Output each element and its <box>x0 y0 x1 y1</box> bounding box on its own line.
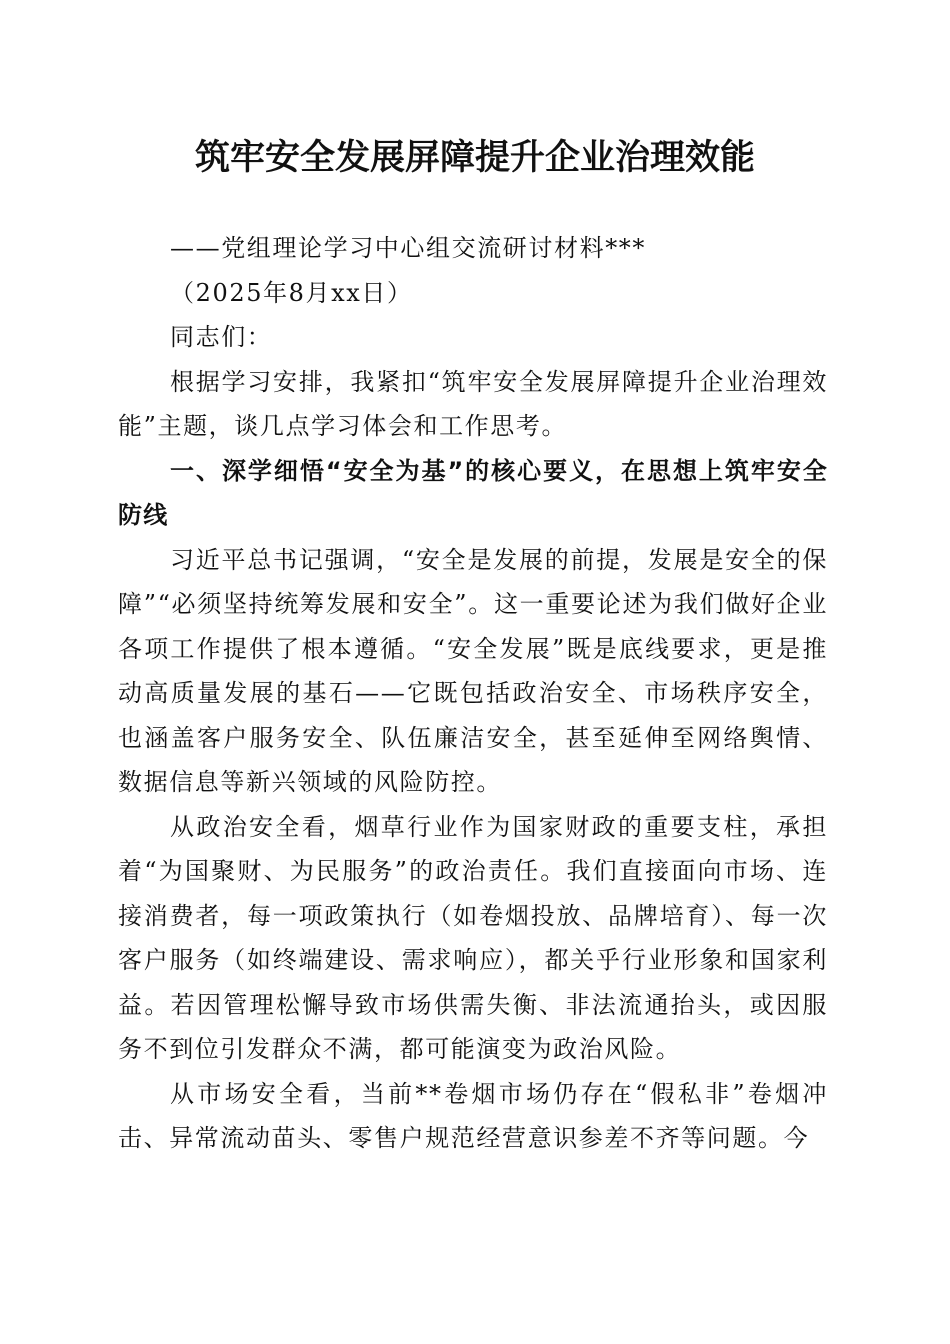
body-paragraph: 从市场安全看，当前**卷烟市场仍存在“假私非”卷烟冲击、异常流动苗头、零售户规范经营意识参差不齐等问题。今 <box>118 1079 828 1152</box>
document-body <box>118 226 828 1161</box>
salutation: 同志们： <box>170 323 273 351</box>
document-title: 筑牢安全发展屏障提升企业治理效能 <box>194 137 755 178</box>
date-line: （2025年8月xx日） <box>170 278 413 307</box>
intro-paragraph: 根据学习安排，我紧扣“筑牢安全发展屏障提升企业治理效能”主题，谈几点学习体会和工作思考。 <box>118 367 828 440</box>
section-heading: 一、深学细悟“安全为基”的核心要义，在思想上筑牢安全防线 <box>118 456 828 529</box>
body-paragraph: 习近平总书记强调，“安全是发展的前提，发展是安全的保障”“必须坚持统筹发展和安全”。这一重要论述为我们做好企业各项工作提供了根本遵循。“安全发展”既是底线要求，更是推动高质量发展的基石——它既包括政治安全、市场秩序安全，也涵盖客户服务安全、队伍廉洁安全，甚至延伸至网络舆情、数据信息等新兴领域的风险防控。 <box>118 545 828 796</box>
subtitle: ——党组理论学习中心组交流研讨材料*** <box>170 234 646 262</box>
body-paragraph: 从政治安全看，烟草行业作为国家财政的重要支柱，承担着“为国聚财、为民服务”的政治责任。我们直接面向市场、连接消费者，每一项政策执行（如卷烟投放、品牌培育）、每一次客户服务（如终端建设、需求响应），都关乎行业形象和国家利益。若因管理松懈导致市场供需失衡、非法流通抬头，或因服务不到位引发群众不满，都可能演变为政治风险。 <box>118 812 828 1063</box>
